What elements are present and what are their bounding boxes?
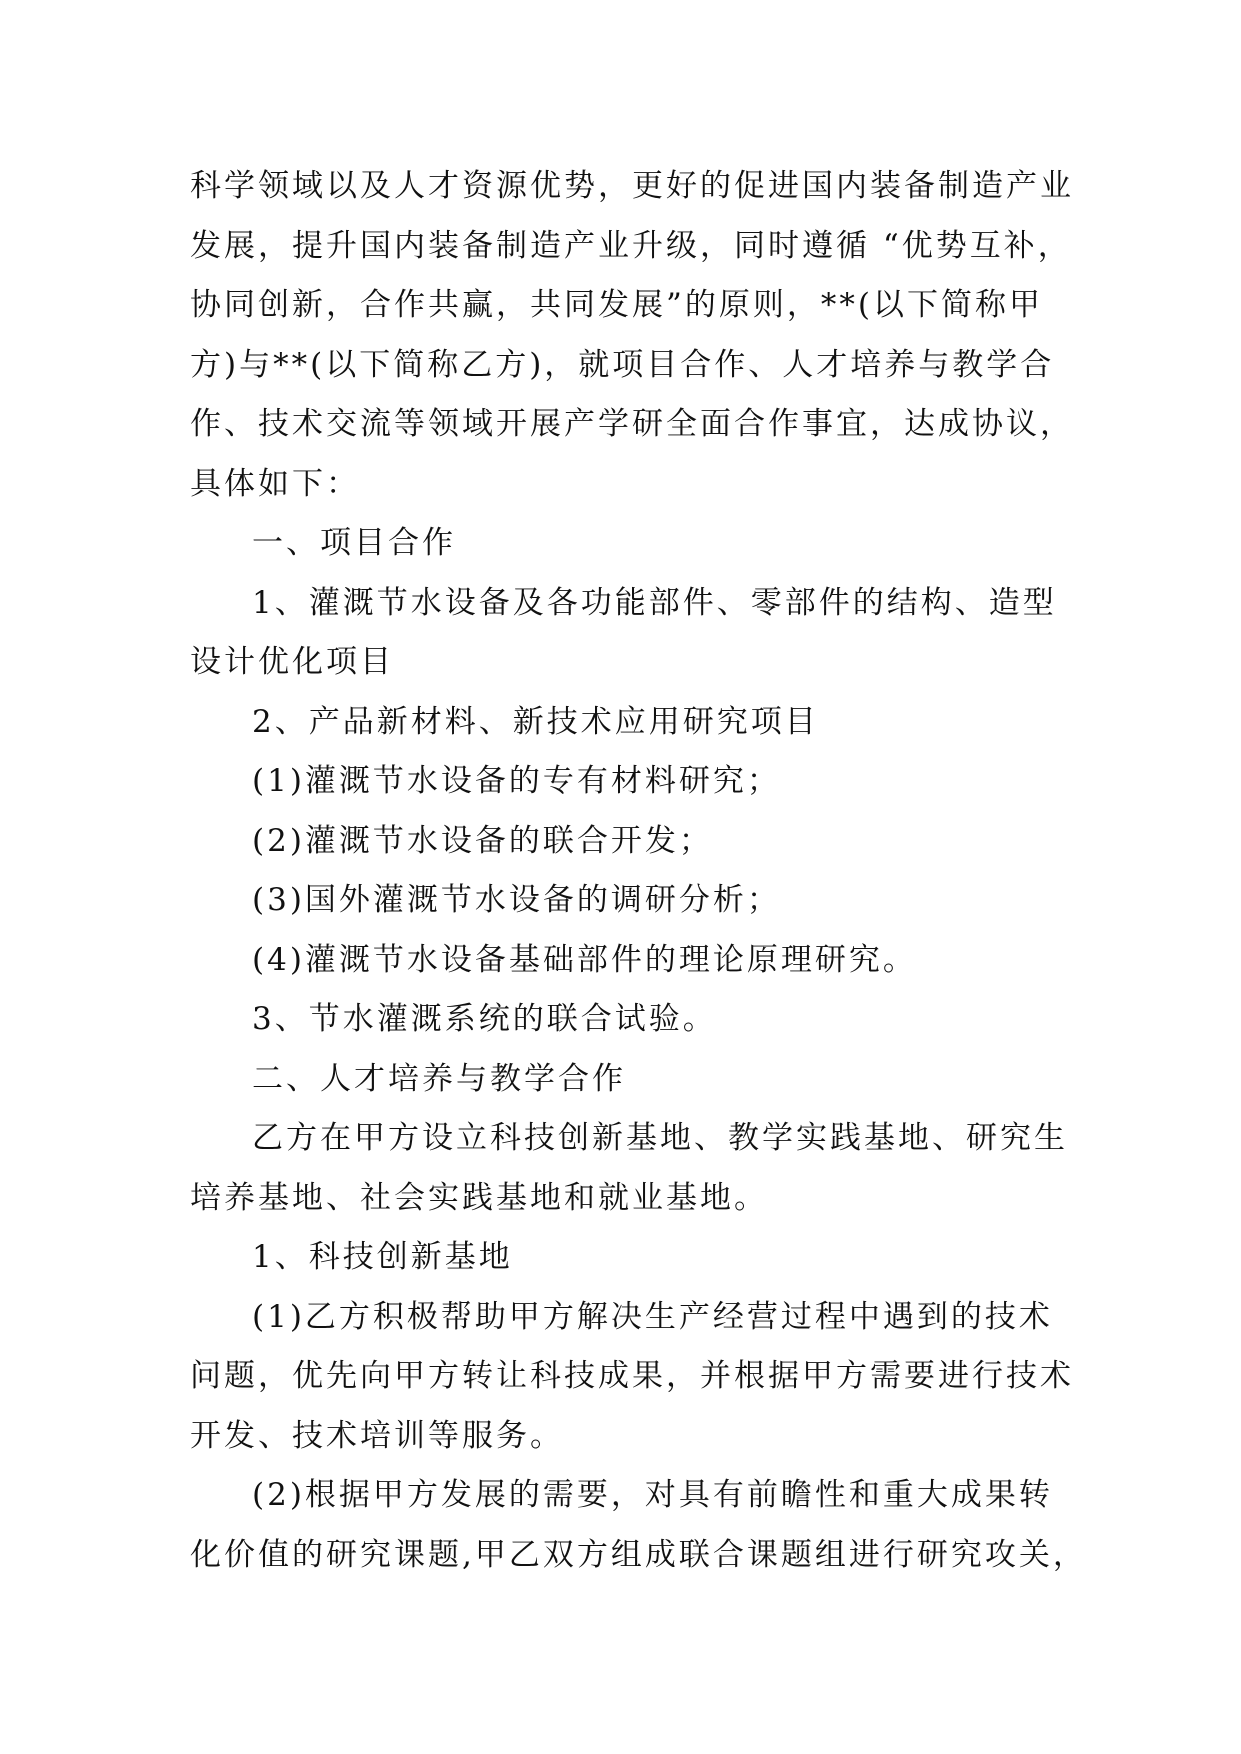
text-line: 化价值的研究课题,甲乙双方组成联合课题组进行研究攻关， [190,1536,1087,1573]
text-line: (3)国外灌溉节水设备的调研分析； [252,882,781,918]
text-line: 方)与**(以下简称乙方)，就项目合作、人才培养与教学合 [190,346,1055,383]
text-line: 协同创新，合作共赢，共同发展”的原则，**(以下简称甲 [190,287,1043,323]
paragraph [190,693,1070,753]
text-line: 设计优化项目 [190,644,394,680]
text-line: 1、灌溉节水设备及各功能部件、零部件的结构、造型 [252,584,1057,621]
paragraph [190,574,1070,693]
paragraph [190,157,1074,514]
paragraph [190,1109,1070,1228]
document-body [190,157,1087,1585]
text-line: 开发、技术培训等服务。 [190,1417,564,1454]
paragraph [190,871,1070,931]
paragraph [190,931,1070,991]
paragraph [190,990,1070,1050]
paragraph [190,752,1070,812]
text-line: 乙方在甲方设立科技创新基地、教学实践基地、研究生 [252,1120,1068,1156]
paragraph [190,1466,1087,1585]
text-line: 二、人才培养与教学合作 [252,1060,626,1097]
text-line: (1)乙方积极帮助甲方解决生产经营过程中遇到的技术 [252,1298,1053,1335]
text-line: (2)根据甲方发展的需要，对具有前瞻性和重大成果转 [252,1477,1053,1513]
text-line: 1、科技创新基地 [252,1239,513,1275]
paragraph [190,1288,1074,1467]
text-line: 具体如下： [190,465,360,502]
paragraph [190,812,1070,872]
text-line: 一、项目合作 [252,525,456,561]
text-line: 作、技术交流等领域开展产学研全面合作事宜，达成协议， [190,406,1074,442]
text-line: 科学领域以及人才资源优势，更好的促进国内装备制造产业 [190,168,1074,204]
text-line: 3、节水灌溉系统的联合试验。 [252,1001,717,1037]
text-line: (4)灌溉节水设备基础部件的理论原理研究。 [252,941,917,978]
text-line: (2)灌溉节水设备的联合开发； [252,822,713,859]
text-line: 发展，提升国内装备制造产业升级，同时遵循 “优势互补， [190,227,1072,264]
text-line: 问题，优先向甲方转让科技成果，并根据甲方需要进行技术 [190,1358,1074,1394]
text-line: 培养基地、社会实践基地和就业基地。 [190,1179,768,1216]
text-line: 2、产品新材料、新技术应用研究项目 [252,703,819,740]
text-line: (1)灌溉节水设备的专有材料研究； [252,763,781,799]
paragraph [190,514,1070,574]
paragraph [190,1228,1070,1288]
paragraph [190,1050,1070,1110]
